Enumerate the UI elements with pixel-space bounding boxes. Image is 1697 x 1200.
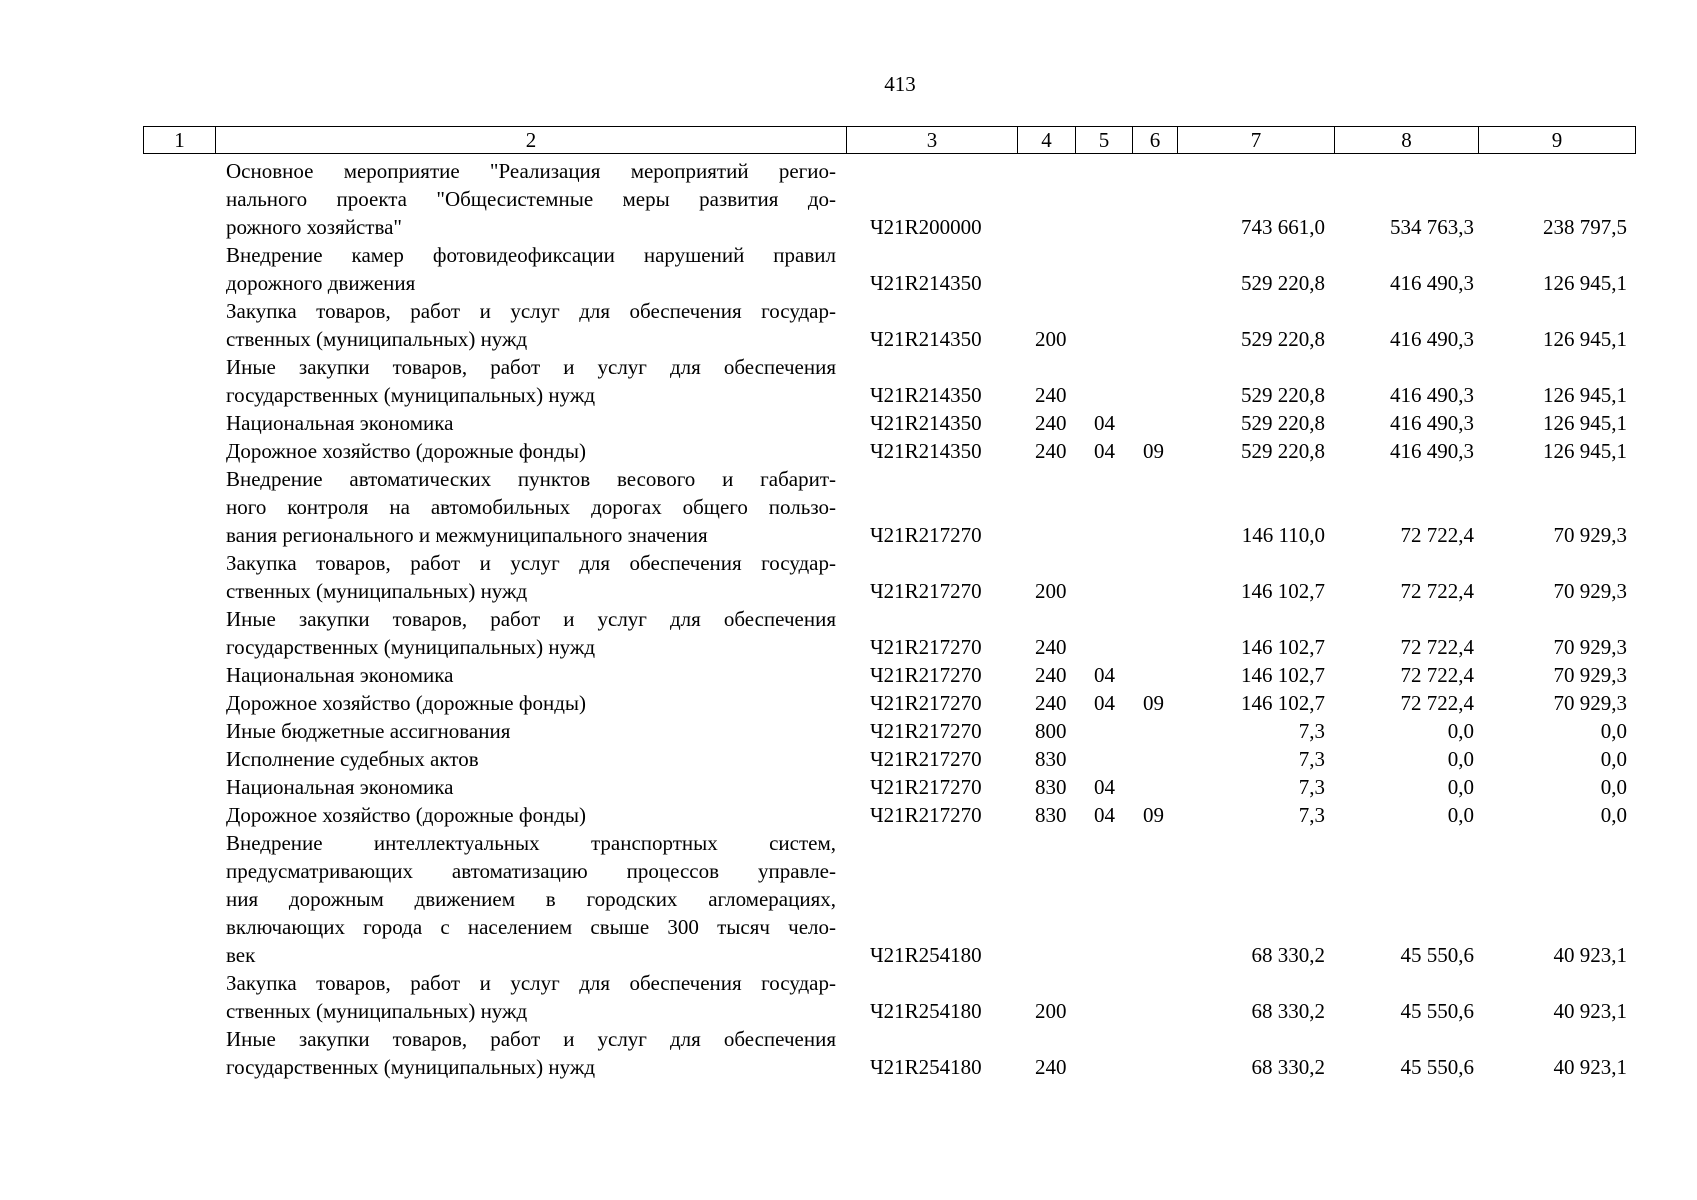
amount-col-9: 126 945,1	[1543, 327, 1627, 351]
table-row	[0, 353, 1697, 409]
amount-col-9: 70 929,3	[1553, 523, 1627, 547]
header-col-1: 1	[144, 127, 216, 154]
target-article-code: Ч21R254180	[870, 1055, 982, 1079]
page-number: 413	[884, 72, 916, 96]
description-line: Внедрение автоматических пунктов весового и габарит-	[226, 467, 836, 491]
amount-col-8: 72 722,4	[1400, 663, 1474, 687]
description-line: дорожного движения	[226, 271, 416, 295]
amount-col-7: 68 330,2	[1251, 943, 1325, 967]
description-line: ния дорожным движением в городских агломерациях,	[226, 887, 836, 911]
amount-col-9: 126 945,1	[1543, 411, 1627, 435]
amount-col-8: 45 550,6	[1400, 943, 1474, 967]
expense-type-code: 830	[1035, 747, 1067, 771]
amount-col-7: 529 220,8	[1241, 271, 1325, 295]
expense-type-code: 240	[1035, 1055, 1067, 1079]
section-code: 04	[1094, 663, 1115, 687]
target-article-code: Ч21R217270	[870, 579, 982, 603]
table-row	[0, 1025, 1697, 1081]
table-row	[0, 717, 1697, 745]
description-line: государственных (муниципальных) нужд	[226, 1055, 596, 1079]
budget-table-body	[0, 157, 1697, 1081]
expense-type-code: 200	[1035, 327, 1067, 351]
description-line: предусматривающих автоматизацию процессов управле-	[226, 859, 836, 883]
table-row	[0, 773, 1697, 801]
amount-col-7: 7,3	[1298, 747, 1325, 771]
amount-col-8: 416 490,3	[1390, 411, 1474, 435]
table-row	[0, 745, 1697, 773]
subsection-code: 09	[1143, 803, 1164, 827]
amount-col-8: 45 550,6	[1400, 999, 1474, 1023]
target-article-code: Ч21R217270	[870, 747, 982, 771]
amount-col-7: 7,3	[1298, 719, 1325, 743]
description-line: ственных (муниципальных) нужд	[226, 999, 528, 1023]
row-description	[226, 409, 836, 437]
amount-col-9: 126 945,1	[1543, 383, 1627, 407]
description-line: вания регионального и межмуниципального значения	[226, 523, 708, 547]
table-row	[0, 801, 1697, 829]
table-row	[0, 829, 1697, 969]
description-line: Иные бюджетные ассигнования	[226, 719, 511, 743]
description-line: государственных (муниципальных) нужд	[226, 635, 596, 659]
row-description	[226, 549, 836, 605]
table-row	[0, 437, 1697, 465]
amount-col-9: 0,0	[1600, 719, 1627, 743]
table-row	[0, 661, 1697, 689]
section-code: 04	[1094, 439, 1115, 463]
target-article-code: Ч21R254180	[870, 943, 982, 967]
description-line: ственных (муниципальных) нужд	[226, 327, 528, 351]
section-code: 04	[1094, 803, 1115, 827]
description-line: государственных (муниципальных) нужд	[226, 383, 596, 407]
amount-col-7: 743 661,0	[1241, 215, 1325, 239]
row-description	[226, 829, 836, 969]
header-col-6: 6	[1133, 127, 1178, 154]
amount-col-9: 238 797,5	[1543, 215, 1627, 239]
row-description	[226, 241, 836, 297]
amount-col-8: 0,0	[1447, 803, 1474, 827]
target-article-code: Ч21R214350	[870, 411, 982, 435]
description-line: Национальная экономика	[226, 411, 454, 435]
amount-col-8: 0,0	[1447, 719, 1474, 743]
row-description	[226, 1025, 836, 1081]
target-article-code: Ч21R217270	[870, 663, 982, 687]
table-row	[0, 549, 1697, 605]
amount-col-9: 40 923,1	[1553, 943, 1627, 967]
target-article-code: Ч21R217270	[870, 691, 982, 715]
description-line: Иные закупки товаров, работ и услуг для обеспечения	[226, 1027, 836, 1051]
section-code: 04	[1094, 411, 1115, 435]
amount-col-9: 0,0	[1600, 775, 1627, 799]
amount-col-9: 70 929,3	[1553, 663, 1627, 687]
description-line: Иные закупки товаров, работ и услуг для обеспечения	[226, 355, 836, 379]
amount-col-7: 68 330,2	[1251, 999, 1325, 1023]
amount-col-8: 416 490,3	[1390, 439, 1474, 463]
amount-col-9: 0,0	[1600, 747, 1627, 771]
target-article-code: Ч21R200000	[870, 215, 982, 239]
expense-type-code: 240	[1035, 663, 1067, 687]
row-description	[226, 661, 836, 689]
amount-col-7: 146 102,7	[1241, 691, 1325, 715]
expense-type-code: 240	[1035, 635, 1067, 659]
amount-col-7: 529 220,8	[1241, 327, 1325, 351]
target-article-code: Ч21R214350	[870, 383, 982, 407]
amount-col-8: 534 763,3	[1390, 215, 1474, 239]
row-description	[226, 297, 836, 353]
amount-col-8: 72 722,4	[1400, 635, 1474, 659]
amount-col-8: 416 490,3	[1390, 327, 1474, 351]
target-article-code: Ч21R214350	[870, 327, 982, 351]
amount-col-8: 72 722,4	[1400, 523, 1474, 547]
description-line: Закупка товаров, работ и услуг для обеспечения государ-	[226, 299, 836, 323]
expense-type-code: 800	[1035, 719, 1067, 743]
header-col-8: 8	[1335, 127, 1479, 154]
description-line: Национальная экономика	[226, 775, 454, 799]
target-article-code: Ч21R214350	[870, 271, 982, 295]
amount-col-7: 529 220,8	[1241, 411, 1325, 435]
row-description	[226, 745, 836, 773]
amount-col-9: 70 929,3	[1553, 579, 1627, 603]
amount-col-9: 70 929,3	[1553, 635, 1627, 659]
description-line: нального проекта "Общесистемные меры развития до-	[226, 187, 836, 211]
amount-col-8: 72 722,4	[1400, 691, 1474, 715]
row-description	[226, 605, 836, 661]
row-description	[226, 969, 836, 1025]
description-line: Дорожное хозяйство (дорожные фонды)	[226, 803, 587, 827]
description-line: включающих города с населением свыше 300 тысяч чело-	[226, 915, 836, 939]
amount-col-7: 146 102,7	[1241, 579, 1325, 603]
subsection-code: 09	[1143, 439, 1164, 463]
expense-type-code: 240	[1035, 411, 1067, 435]
amount-col-9: 40 923,1	[1553, 999, 1627, 1023]
description-line: рожного хозяйства"	[226, 215, 402, 239]
amount-col-7: 7,3	[1298, 803, 1325, 827]
amount-col-9: 126 945,1	[1543, 439, 1627, 463]
description-line: Закупка товаров, работ и услуг для обеспечения государ-	[226, 551, 836, 575]
header-col-9: 9	[1479, 127, 1636, 154]
table-row	[0, 969, 1697, 1025]
header-col-2: 2	[216, 127, 847, 154]
target-article-code: Ч21R217270	[870, 775, 982, 799]
amount-col-9: 70 929,3	[1553, 691, 1627, 715]
section-code: 04	[1094, 691, 1115, 715]
target-article-code: Ч21R254180	[870, 999, 982, 1023]
table-row	[0, 689, 1697, 717]
row-description	[226, 689, 836, 717]
amount-col-9: 126 945,1	[1543, 271, 1627, 295]
target-article-code: Ч21R214350	[870, 439, 982, 463]
row-description	[226, 465, 836, 549]
description-line: ственных (муниципальных) нужд	[226, 579, 528, 603]
amount-col-7: 7,3	[1298, 775, 1325, 799]
description-line: Дорожное хозяйство (дорожные фонды)	[226, 439, 587, 463]
amount-col-7: 529 220,8	[1241, 383, 1325, 407]
amount-col-7: 68 330,2	[1251, 1055, 1325, 1079]
amount-col-7: 529 220,8	[1241, 439, 1325, 463]
description-line: Внедрение камер фотовидеофиксации нарушений правил	[226, 243, 836, 267]
table-row	[0, 465, 1697, 549]
row-description	[226, 773, 836, 801]
expense-type-code: 200	[1035, 579, 1067, 603]
amount-col-8: 416 490,3	[1390, 383, 1474, 407]
amount-col-8: 72 722,4	[1400, 579, 1474, 603]
amount-col-8: 0,0	[1447, 775, 1474, 799]
table-row	[0, 157, 1697, 241]
section-code: 04	[1094, 775, 1115, 799]
expense-type-code: 240	[1035, 691, 1067, 715]
table-row	[0, 241, 1697, 297]
description-line: Основное мероприятие "Реализация мероприятий регио-	[226, 159, 836, 183]
row-description	[226, 801, 836, 829]
subsection-code: 09	[1143, 691, 1164, 715]
description-line: Исполнение судебных актов	[226, 747, 479, 771]
target-article-code: Ч21R217270	[870, 719, 982, 743]
row-description	[226, 717, 836, 745]
row-description	[226, 353, 836, 409]
header-col-5: 5	[1076, 127, 1133, 154]
description-line: век	[226, 943, 256, 967]
expense-type-code: 240	[1035, 383, 1067, 407]
amount-col-9: 0,0	[1600, 803, 1627, 827]
amount-col-7: 146 110,0	[1241, 523, 1325, 547]
description-line: Закупка товаров, работ и услуг для обеспечения государ-	[226, 971, 836, 995]
table-row	[0, 297, 1697, 353]
expense-type-code: 200	[1035, 999, 1067, 1023]
amount-col-8: 416 490,3	[1390, 271, 1474, 295]
table-row	[0, 605, 1697, 661]
amount-col-8: 45 550,6	[1400, 1055, 1474, 1079]
description-line: Внедрение интеллектуальных транспортных систем,	[226, 831, 836, 855]
table-row	[0, 409, 1697, 437]
description-line: ного контроля на автомобильных дорогах общего пользо-	[226, 495, 836, 519]
expense-type-code: 240	[1035, 439, 1067, 463]
description-line: Национальная экономика	[226, 663, 454, 687]
header-col-4: 4	[1018, 127, 1076, 154]
target-article-code: Ч21R217270	[870, 523, 982, 547]
amount-col-7: 146 102,7	[1241, 663, 1325, 687]
header-col-3: 3	[847, 127, 1018, 154]
column-header-table	[143, 126, 1636, 154]
expense-type-code: 830	[1035, 775, 1067, 799]
amount-col-7: 146 102,7	[1241, 635, 1325, 659]
row-description	[226, 437, 836, 465]
description-line: Иные закупки товаров, работ и услуг для обеспечения	[226, 607, 836, 631]
header-col-7: 7	[1178, 127, 1335, 154]
amount-col-9: 40 923,1	[1553, 1055, 1627, 1079]
expense-type-code: 830	[1035, 803, 1067, 827]
target-article-code: Ч21R217270	[870, 635, 982, 659]
row-description	[226, 157, 836, 241]
amount-col-8: 0,0	[1447, 747, 1474, 771]
description-line: Дорожное хозяйство (дорожные фонды)	[226, 691, 587, 715]
target-article-code: Ч21R217270	[870, 803, 982, 827]
